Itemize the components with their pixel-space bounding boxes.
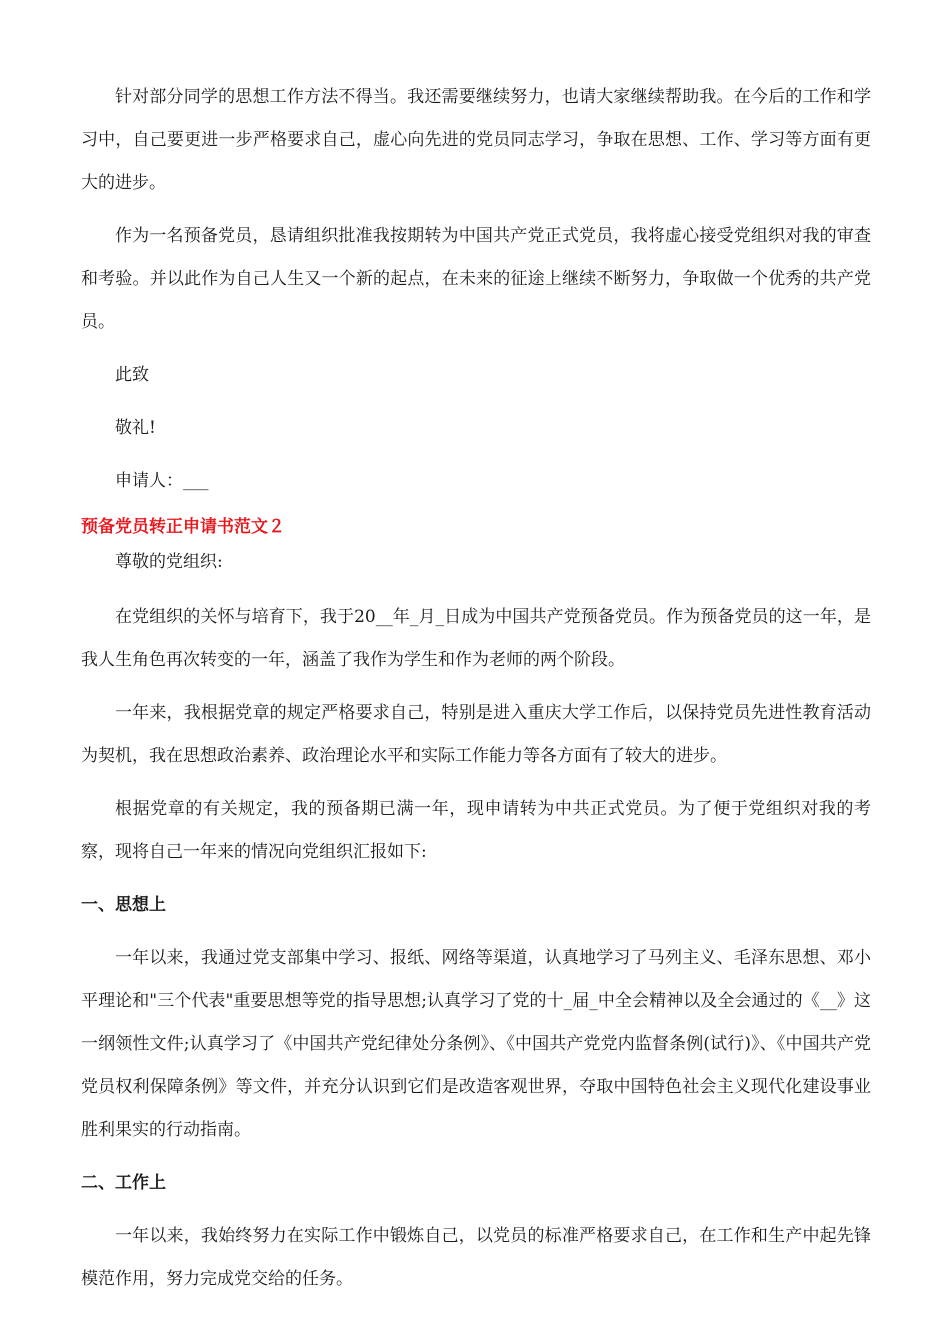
- paragraph-ideology: 一年以来，我通过党支部集中学习、报纸、网络等渠道，认真地学习了马列主义、毛泽东思想、邓小平理论和"三个代表"重要思想等党的指导思想;认真学习了党的十_届_中全会精神以及全会通过的《__》这一纲领性文件;认真学习了《中国共产党纪律处分条例》、《中国共产党党内监督条例(试行)》、《中国共产党党员权利保障条例》等文件，并充分认识到它们是改造客观世界，夺取中国特色社会主义现代化建设事业胜利果实的行动指南。: [81, 948, 871, 1140]
- document-page: [81, 76, 871, 1301]
- paragraph-application: 根据党章的有关规定，我的预备期已满一年，现申请转为中共正式党员。为了便于党组织对我的考察，现将自己一年来的情况向党组织汇报如下:: [81, 799, 871, 862]
- sample-title: 预备党员转正申请书范文２: [81, 517, 285, 537]
- section-heading-work: 二、工作上: [81, 1173, 166, 1193]
- closing-greeting: 此致: [115, 365, 149, 385]
- paragraph-intro: 在党组织的关怀与培育下，我于20__年_月_日成为中国共产党预备党员。作为预备党员的这一年，是我人生角色再次转变的一年，涵盖了我作为学生和作为老师的两个阶段。: [81, 607, 871, 670]
- closing-salute: 敬礼!: [115, 418, 156, 438]
- applicant-signature: 申请人：___: [115, 471, 209, 491]
- paragraph-request: 作为一名预备党员，恳请组织批准我按期转为中国共产党正式党员，我将虚心接受党组织对我的审查和考验。并以此作为自己人生又一个新的起点，在未来的征途上继续不断努力，争取做一个优秀的共产党员。: [81, 226, 871, 332]
- section-heading-ideology: 一、思想上: [81, 895, 166, 915]
- paragraph-improvement: 针对部分同学的思想工作方法不得当。我还需要继续努力，也请大家继续帮助我。在今后的工作和学习中，自己要更进一步严格要求自己，虚心向先进的党员同志学习，争取在思想、工作、学习等方面有更大的进步。: [81, 87, 871, 193]
- paragraph-work: 一年以来，我始终努力在实际工作中锻炼自己，以党员的标准严格要求自己，在工作和生产中起先锋模范作用，努力完成党交给的任务。: [81, 1226, 871, 1289]
- salutation: 尊敬的党组织:: [115, 552, 223, 572]
- paragraph-year-review: 一年来，我根据党章的规定严格要求自己，特别是进入重庆大学工作后，以保持党员先进性教育活动为契机，我在思想政治素养、政治理论水平和实际工作能力等各方面有了较大的进步。: [81, 703, 871, 766]
